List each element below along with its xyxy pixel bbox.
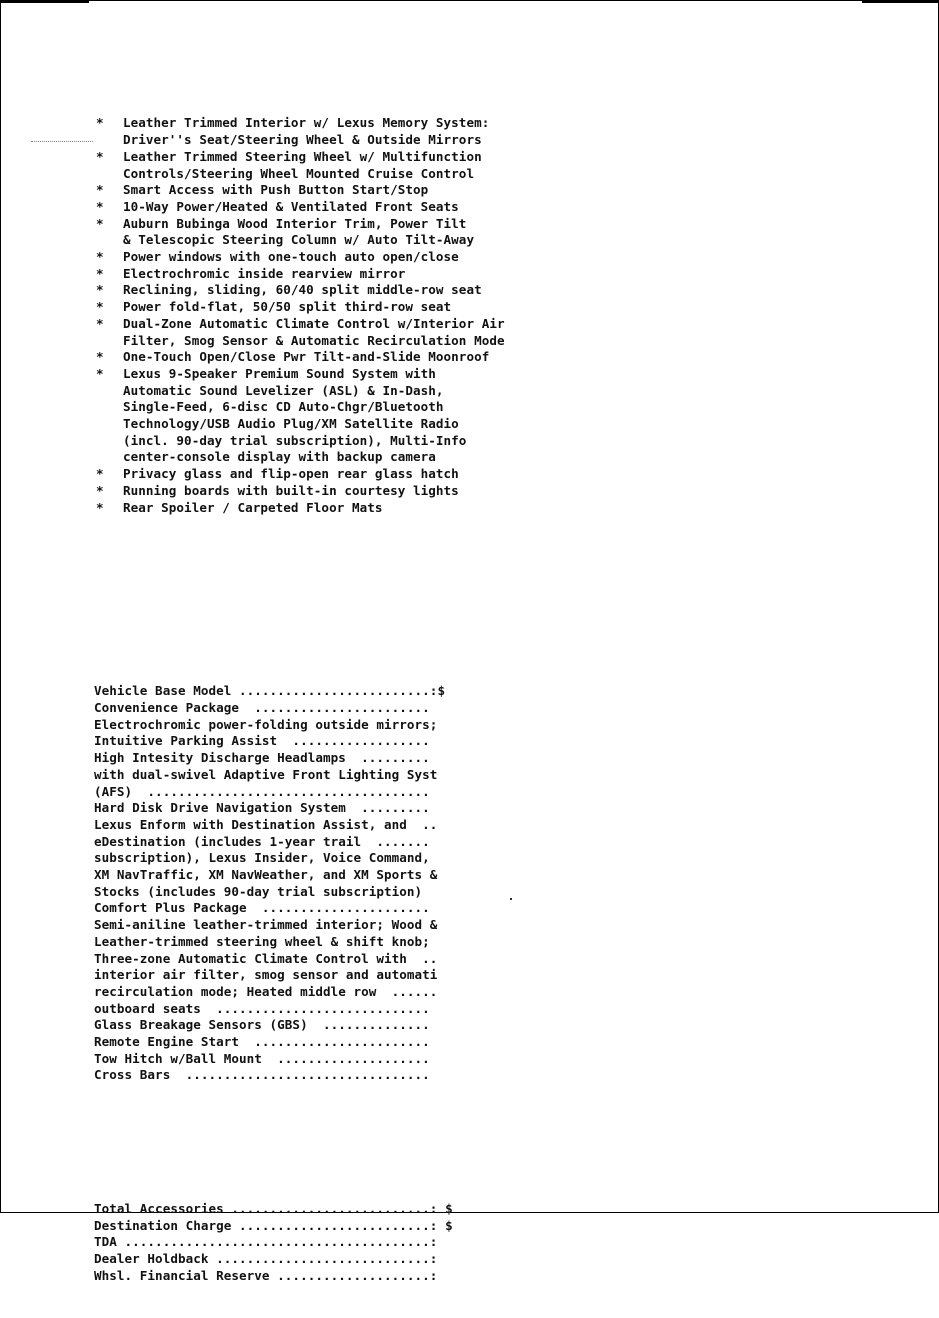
section-gap [94,616,505,633]
scan-artifact [31,141,93,142]
bullet-mark: * [96,466,104,482]
bullet-mark: * [96,499,104,515]
feature-item [94,366,505,466]
feature-item [94,115,505,148]
feature-list [94,115,505,516]
totals-line: Destination Charge .........................: $ [94,1217,453,1233]
feature-text: Auburn Bubinga Wood Interior Trim, Power Tilt & Telescopic Steering Column w/ Auto Tilt-Away [123,215,475,248]
feature-item [94,316,505,349]
bullet-mark: * [96,148,104,164]
pricing-line: Tow Hitch w/Ball Mount .................... [94,1050,430,1066]
feature-item [94,266,505,283]
pricing-line: Cross Bars ................................ [94,1067,430,1083]
totals-line: Dealer Holdback ............................: [94,1251,438,1267]
feature-item [94,149,505,182]
pricing-line: interior air filter, smog sensor and automati [94,967,438,983]
feature-text: Electrochromic inside rearview mirror [123,265,406,281]
feature-item [94,216,505,249]
pricing-line: Semi-aniline leather-trimmed interior; Wood & [94,917,438,933]
section-gap [94,566,505,583]
feature-text: Running boards with built-in courtesy lights [123,482,459,498]
pricing-line: Electrochromic power-folding outside mirrors; [94,716,438,732]
feature-item [94,299,505,316]
feature-item [94,500,505,517]
feature-text: Power windows with one-touch auto open/close [123,249,459,265]
pricing-line: Three-zone Automatic Climate Control with .. [94,950,438,966]
bullet-mark: * [96,115,104,131]
feature-text: Privacy glass and flip-open rear glass hatch [123,466,459,482]
feature-text: Dual-Zone Automatic Climate Control w/Interior Air Filter, Smog Sensor & Automatic Recirculation Mode [123,315,505,348]
feature-item [94,182,505,199]
bullet-mark: * [96,215,104,231]
feature-text: Rear Spoiler / Carpeted Floor Mats [123,499,383,515]
pricing-line: recirculation mode; Heated middle row ...... [94,983,438,999]
pricing-line: Glass Breakage Sensors (GBS) .............. [94,1017,430,1033]
pricing-line: subscription), Lexus Insider, Voice Command, [94,850,430,866]
feature-item [94,349,505,366]
feature-item [94,199,505,216]
feature-text: Reclining, sliding, 60/40 split middle-row seat [123,282,482,298]
bullet-mark: * [96,482,104,498]
pricing-line: Leather-trimmed steering wheel & shift knob; [94,933,430,949]
pricing-line: XM NavTraffic, XM NavWeather, and XM Sports & [94,867,438,883]
document-content [94,82,505,1318]
feature-item [94,466,505,483]
pricing-line: with dual-swivel Adaptive Front Lighting Syst [94,766,438,782]
bullet-mark: * [96,349,104,365]
pricing-line: Vehicle Base Model .........................:$ [94,683,446,699]
bullet-mark: * [96,315,104,331]
pricing-line: High Intesity Discharge Headlamps ......... [94,750,430,766]
feature-text: 10-Way Power/Heated & Ventilated Front Seats [123,198,459,214]
feature-item [94,483,505,500]
feature-text: Smart Access with Push Button Start/Stop [123,182,429,198]
feature-text: Leather Trimmed Interior w/ Lexus Memory System: Driver''s Seat/Steering Wheel & Outside Mirrors [123,115,490,148]
pricing-line: Comfort Plus Package ...................... [94,900,430,916]
pricing-section [94,683,505,1084]
feature-text: Lexus 9-Speaker Premium Sound System with Automatic Sound Levelizer (ASL) & In-Dash, Single-Feed, 6-disc CD Auto-Chgr/Bluetooth Technology/USB Audio Plug/XM Satellite Radio (incl. 90-day trial subscription), Multi-Info center-console display with backup camera [123,365,467,465]
pricing-line: outboard seats ............................ [94,1000,430,1016]
bullet-mark: * [96,249,104,265]
bullet-mark: * [96,299,104,315]
pricing-line: eDestination (includes 1-year trail ....... [94,833,430,849]
bullet-mark: * [96,182,104,198]
bullet-mark: * [96,265,104,281]
crop-mark-right [862,1,938,3]
totals-section [94,1201,505,1285]
feature-text: One-Touch Open/Close Pwr Tilt-and-Slide Moonroof [123,349,490,365]
bullet-mark: * [96,282,104,298]
scan-speck [510,898,512,900]
pricing-line: (AFS) ..................................... [94,783,430,799]
feature-text: Leather Trimmed Steering Wheel w/ Multifunction Controls/Steering Wheel Mounted Cruise Control [123,148,482,181]
pricing-line: Intuitive Parking Assist .................. [94,733,430,749]
pricing-line: Hard Disk Drive Navigation System ......... [94,800,430,816]
totals-line: Total Accessories ..........................: $ [94,1201,453,1217]
totals-line: Whsl. Financial Reserve ....................: [94,1267,438,1283]
pricing-line: Lexus Enform with Destination Assist, and .. [94,816,438,832]
feature-item [94,282,505,299]
crop-mark-left [1,1,89,3]
section-gap [94,1134,505,1151]
feature-item [94,249,505,266]
pricing-line: Remote Engine Start ....................... [94,1034,430,1050]
pricing-line: Convenience Package ....................... [94,699,430,715]
totals-line: TDA ........................................: [94,1234,438,1250]
bullet-mark: * [96,198,104,214]
bullet-mark: * [96,365,104,381]
feature-text: Power fold-flat, 50/50 split third-row seat [123,299,452,315]
pricing-line: Stocks (includes 90-day trial subscription) [94,883,423,899]
